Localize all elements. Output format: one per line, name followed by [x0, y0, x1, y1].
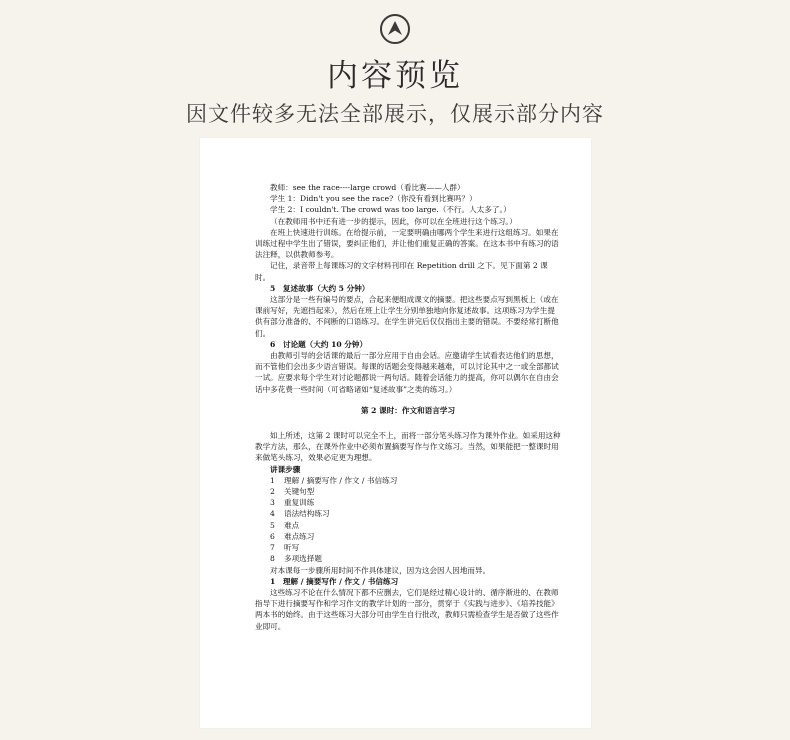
list-item [255, 475, 561, 486]
doc-paragraph: 对本课每一步骤所用时间不作具体建议，因为这会因人因地而异。 [270, 565, 491, 575]
list-item [255, 531, 561, 542]
doc-paragraph: 这些练习不论在什么情况下都不应删去，它们是经过精心设计的、循序渐进的、在教师指导下进行摘要写作和学习作文的教学计划的一部分，贯穿于《实践与进步》、《培养技能》两本书的始终。由于这些练习大部分可由学生自行批改，教师只需检查学生是否做了这些作业即可。 [255, 587, 559, 631]
doc-paragraph: 学生 2：I couldn't. The crowd was too large.（不行。人太多了。） [270, 205, 511, 215]
list-item [255, 542, 561, 553]
doc-paragraph: （在教师用书中还有进一步的提示，因此，你可以在全班进行这个练习。） [270, 216, 517, 226]
list-number: 8 [270, 554, 275, 564]
list-item [255, 486, 561, 497]
list-item [255, 553, 561, 564]
list-number: 3 [270, 498, 275, 508]
list-text: 理解 / 摘要写作 / 作文 / 书信练习 [284, 475, 398, 485]
doc-paragraph: 教师：see the race----large crowd（看比赛——人群） [270, 183, 465, 192]
list-item [255, 508, 561, 519]
list-text: 关键句型 [284, 487, 315, 497]
list-text: 多项选择题 [284, 554, 322, 564]
section-heading: 6 讨论题（大约 10 分钟） [270, 339, 368, 349]
list-item [255, 520, 561, 531]
up-arrow-circle-icon [380, 14, 410, 44]
list-item [255, 497, 561, 508]
steps-heading: 讲课步骤 [270, 464, 301, 474]
doc-paragraph: 由教师引导的会话课的最后一部分应用于自由会话。应邀请学生试看表达他们的思想，而不管他们会出多少语言错误。每课的话题会变得越来越难，可以讨论其中之一或全部都试一试。应要求每个学生对讨论题都说一两句话。随着会话能力的提高，你可以偶尔在自由会话中多花费一些时间（可省略诸如“复述故事”之类的练习。） [255, 351, 559, 394]
list-text: 重复训练 [284, 498, 315, 508]
list-text: 难点练习 [284, 531, 315, 541]
doc-paragraph: 学生 1：Didn't you see the race?（你没有看到比赛吗？） [270, 194, 477, 204]
doc-paragraph: 这部分是一些有编号的要点，合起来便组成课文的摘要。把这些要点写到黑板上（或在课前写好，先遮挡起来），然后在班上让学生分别单独地向你复述故事。这项练习为学生提供有部分准备的、不间断的口语练习。在学生讲完后仅仅指出主要的错误。不要经常打断他们。 [255, 295, 559, 338]
list-number: 6 [270, 531, 275, 541]
section-heading: 5 复述故事（大约 5 分钟） [270, 283, 370, 293]
doc-paragraph: 如上所述，这第 2 课时可以完全不上，而将一部分笔头练习作为课外作业。如采用这种教学方法，那么，在课外作业中必须布置摘要写作与作文练习。当然，如果能把一整课时用来做笔头练习，效果必定更为理想。 [255, 431, 561, 463]
page-subtitle: 因文件较多无法全部展示，仅展示部分内容 [186, 102, 604, 126]
list-number: 4 [270, 509, 275, 519]
list-number: 7 [270, 543, 275, 553]
doc-paragraph: 在班上快速进行训练。在给提示前，一定要明确由哪两个学生来进行这组练习。如果在训练过程中学生出了错误，要纠正他们，并让他们重复正确的答案。在这本书中有练习的语法注释，以供教师参考。 [255, 227, 559, 260]
list-number: 5 [270, 520, 275, 530]
list-text: 难点 [284, 520, 300, 530]
doc-paragraph: 记住，录音带上每课练习的文字材料刊印在 Repetition drill 之下。见下面第 2 课时。 [255, 261, 548, 282]
document-preview [200, 138, 591, 728]
list-number: 1 [270, 475, 275, 485]
lesson-heading: 第 2 课时：作文和语言学习 [360, 405, 456, 415]
list-text: 听写 [284, 543, 300, 553]
page-title: 内容预览 [327, 58, 463, 94]
list-number: 2 [270, 487, 275, 497]
list-text: 语法结构练习 [284, 509, 330, 519]
page-header [0, 0, 790, 130]
section-heading: 1 理解 / 摘要写作 / 作文 / 书信练习 [270, 576, 399, 586]
